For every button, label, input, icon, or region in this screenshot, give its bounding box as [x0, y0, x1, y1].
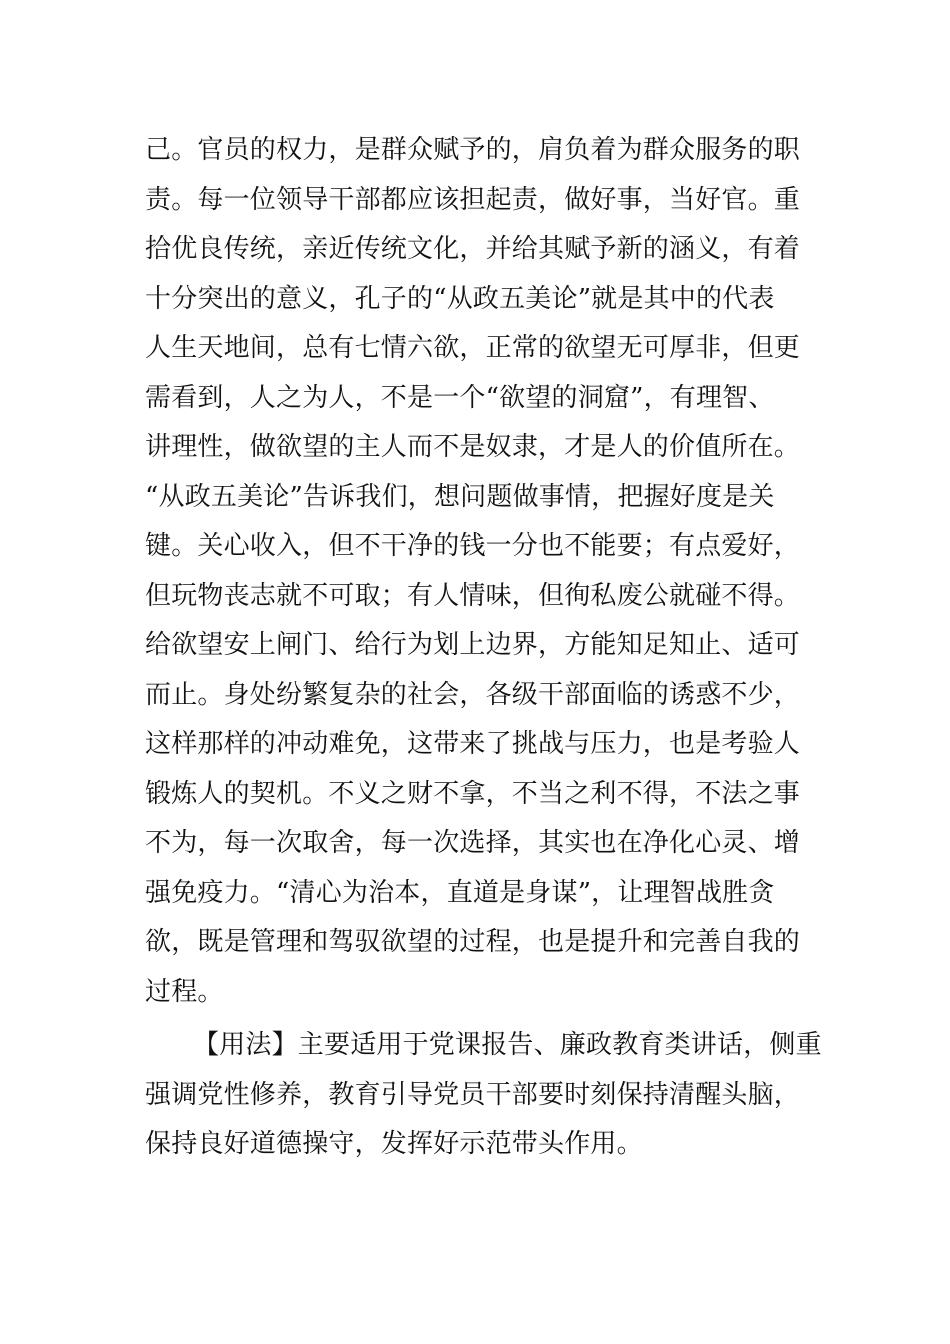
- text-line: 欲，既是管理和驾驭欲望的过程，也是提升和完善自我的: [145, 927, 801, 957]
- text-line: “从政五美论”告诉我们，想问题做事情，把握好度是关: [145, 481, 775, 512]
- text-line: 讲理性，做欲望的主人而不是奴隶，才是人的价值所在。: [145, 432, 801, 462]
- paragraph-usage-note: [145, 1021, 822, 1170]
- text-line: 这样那样的冲动难免，这带来了挑战与压力，也是考验人: [145, 729, 801, 759]
- text-line: 十分突出的意义，孔子的“从政五美论”就是其中的代表: [145, 283, 775, 314]
- text-line: 【用法】主要适用于党课报告、廉政教育类讲话，侧重: [193, 1030, 822, 1060]
- text-line: 责。每一位领导干部都应该担起责，做好事，当好官。重: [145, 184, 801, 215]
- text-line: 锻炼人的契机。不义之财不拿，不当之利不得，不法之事: [145, 778, 801, 809]
- text-line: 人生天地间，总有七情六欲，正常的欲望无可厚非，但更: [145, 333, 801, 363]
- text-line: 需看到，人之为人，不是一个“欲望的洞窟”，有理智、: [145, 382, 775, 413]
- text-line: 己。官员的权力，是群众赋予的，肩负着为群众服务的职: [145, 135, 801, 165]
- text-line: 而止。身处纷繁复杂的社会，各级干部面临的诱惑不少，: [145, 679, 801, 710]
- text-line: 过程。: [145, 976, 224, 1007]
- document-body: [145, 126, 822, 1170]
- text-line: 但玩物丧志就不可取；有人情味，但徇私废公就碰不得。: [145, 580, 801, 611]
- text-line: 键。关心收入，但不干净的钱一分也不能要；有点爱好，: [145, 531, 801, 561]
- text-line: 拾优良传统，亲近传统文化，并给其赋予新的涵义，有着: [145, 234, 801, 264]
- text-line: 给欲望安上闸门、给行为划上边界，方能知足知止、适可: [145, 630, 801, 660]
- paragraph-main-text: [145, 126, 815, 1017]
- text-line: 保持良好道德操守，发挥好示范带头作用。: [145, 1129, 643, 1159]
- text-line: 强调党性修养，教育引导党员干部要时刻保持清醒头脑，: [145, 1079, 801, 1110]
- text-line: 不为，每一次取舍，每一次选择，其实也在净化心灵、增: [145, 828, 801, 858]
- text-line: 强免疫力。“清心为治本，直道是身谋”，让理智战胜贪: [145, 877, 775, 908]
